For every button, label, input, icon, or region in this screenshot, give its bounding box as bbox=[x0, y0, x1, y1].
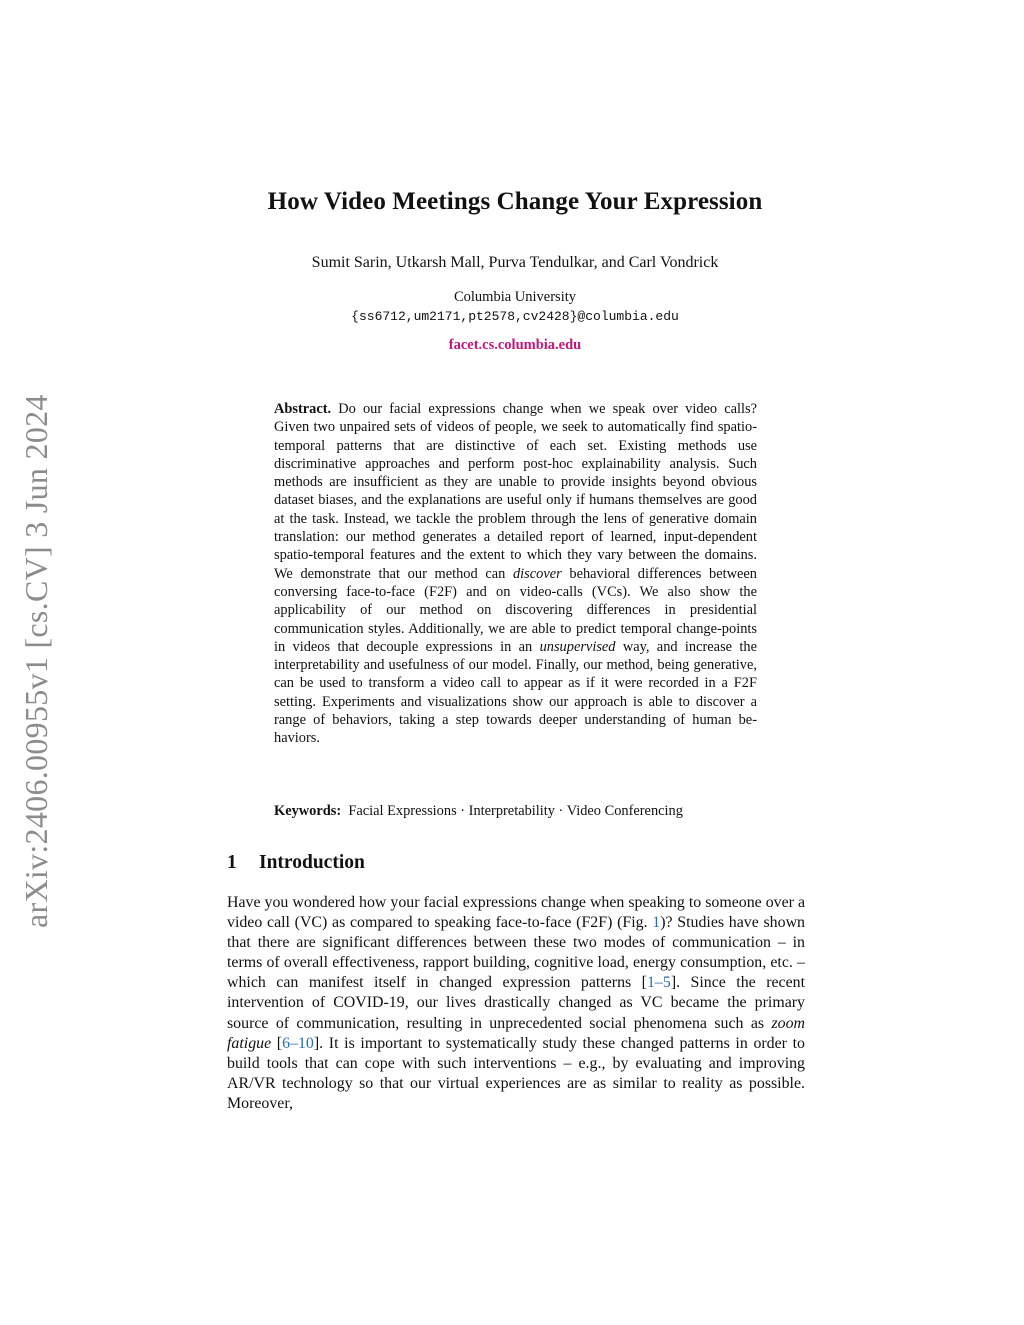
section-title: Introduction bbox=[259, 852, 365, 873]
project-website-link[interactable]: facet.cs.columbia.edu bbox=[448, 337, 582, 353]
section-number: 1 bbox=[227, 852, 237, 873]
citation-link[interactable]: 1–5 bbox=[646, 974, 671, 992]
keywords-label: Keywords: bbox=[274, 803, 342, 819]
section-heading bbox=[227, 852, 365, 874]
intro-text-3: ]. Since the recent intervention of COVID-19, our lives drastically changed as VC became the primary source of communication, resulting in unprecedented social phenomena such as bbox=[227, 974, 806, 1032]
abstract-label: Abstract. bbox=[274, 401, 332, 417]
introduction-paragraph bbox=[227, 893, 805, 1114]
abstract-emphasis-discover: discover bbox=[512, 565, 562, 582]
intro-text-4: [ bbox=[271, 1034, 283, 1052]
affiliation: Columbia University bbox=[453, 289, 577, 305]
abstract-emphasis-unsupervised: unsupervised bbox=[539, 638, 616, 655]
arxiv-identifier: arXiv:2406.00955v1 [cs.CV] 3 Jun 2024 bbox=[18, 394, 54, 928]
figure-reference-link[interactable]: 1 bbox=[652, 914, 661, 932]
paper-title: How Video Meetings Change Your Expression bbox=[267, 188, 763, 215]
abstract-text-2: behavioral differences between conversing face-to-face (F2F) and on video-calls (VCs). We also show the applicability of our method on discovering differences in presidential communication styles. Additionally, we are able to predict temporal change-points in videos that decouple expressions in an bbox=[274, 565, 757, 655]
citation-link[interactable]: 6–10 bbox=[282, 1034, 314, 1052]
intro-emphasis: zoom fatigue bbox=[227, 1014, 805, 1052]
intro-text-2: )? Studies have shown that there are significant differences between these two modes of communication – in terms of overall effectiveness, rapport building, cognitive load, energy consumption, etc. – which can manifest itself in changed expression patterns [ bbox=[227, 914, 805, 992]
keywords-text: Facial Expressions · Interpretability · Video Conferencing bbox=[348, 803, 683, 819]
intro-text-5: ]. It is important to systematically study these changed patterns in order to build tools that can cope with such interventions – e.g., by evaluating and improving AR/VR technology so that our virtual experiences are as similar to reality as possible. Moreover, bbox=[227, 1034, 805, 1112]
author-list: Sumit Sarin, Utkarsh Mall, Purva Tendulkar, and Carl Vondrick bbox=[311, 254, 719, 271]
abstract bbox=[274, 400, 757, 748]
abstract-text-1: Do our facial expressions change when we speak over video calls? Given two unpaired sets of videos of people, we seek to automatically find spatio-temporal patterns that are distinctive of each set. Existing methods use discriminative approaches and perform post-hoc explainability analysis. Such methods are insufficient as they are unable to provide insights beyond obvious dataset biases, and the explanations are useful only if humans themselves are good at the task. Instead, we tackle the problem through the lens of generative domain translation: our method generates a detailed report of learned, input-dependent spatio-temporal features and the extent to which they vary between the domains. We demonstrate that our method can bbox=[274, 401, 757, 582]
abstract-text-3: way, and increase the interpretability and usefulness of our model. Finally, our method, being generative, can be used to transform a video call to appear as if it were recorded in a F2F setting. Experiments and visualizations show our approach is able to discover a range of behaviors, taking a step towards deeper understanding of human behaviors. bbox=[274, 638, 757, 747]
author-emails: {ss6712,um2171,pt2578,cv2428}@columbia.edu bbox=[351, 309, 679, 324]
intro-text-1: Have you wondered how your facial expressions change when speaking to someone over a video call (VC) as compared to speaking face-to-face (F2F) (Fig. bbox=[227, 894, 805, 932]
keywords bbox=[274, 802, 757, 820]
